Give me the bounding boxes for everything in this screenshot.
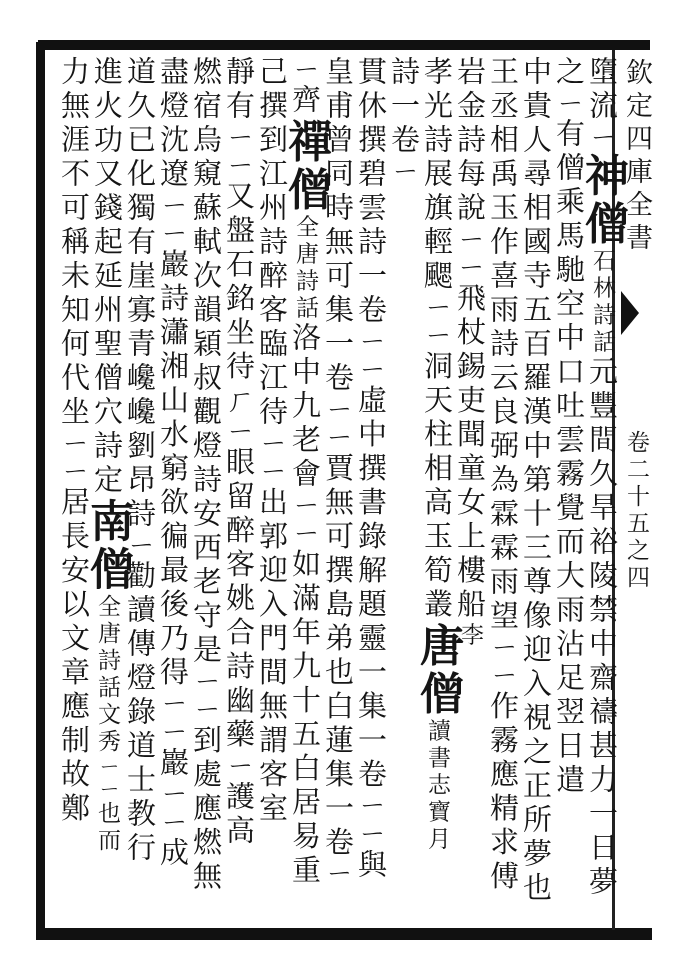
page-border-bottom: [40, 928, 652, 940]
column-text: 孝光詩展旗輕颸ㄧㄧ洞天柱相高玉筍叢: [420, 56, 454, 623]
column-text: 墮流ㄧ: [585, 56, 619, 153]
text-column: [550, 56, 588, 798]
section-heading: 神僧: [577, 152, 628, 249]
source-note: 全唐詩話文秀ㄧㄧ也而: [94, 594, 120, 855]
column-text: 有僧乘馬馳空中口吐雲霧覺而大雨沾足翌日遣: [552, 118, 586, 799]
column-text: 皇甫曾同時無可集一卷ㄧㄧ賈無可撰島弟也白蓮集一卷ㄧ: [321, 56, 355, 889]
column-text: 道久已化獨有崖寡青巉巉劉昂詩ㄧ勸讀傳燈錄道士教行: [123, 56, 157, 867]
column-text: 貫休撰碧雲詩一卷ㄧㄧ虛中撰書錄解題靈一集一卷ㄧㄧ與: [354, 56, 388, 883]
column-text: 岩金詩每說ㄧㄧ飛杖錫吏聞童女上樓船: [453, 56, 487, 623]
column-text: 元豐間久旱裕陵禁中齋禱甚力一日夢: [585, 356, 619, 901]
running-head-title: 欽定四庫全書: [621, 58, 652, 256]
column-text: 王丞相禹玉作喜雨詩云良弼為霖霖雨望ㄧㄧ作霧應精求傅: [486, 56, 520, 895]
text-column: [451, 56, 489, 649]
text-column: [385, 56, 423, 186]
text-column: [412, 56, 463, 854]
section-heading: 唐僧: [412, 622, 463, 719]
column-text: 洛中九老會ㄧㄧ如滿年九十五白居易重: [288, 322, 322, 889]
column-text: 之ㄧ: [552, 56, 586, 119]
column-text: 居長安以文章應制故鄭: [57, 486, 91, 827]
text-column: [517, 56, 555, 906]
page-border-top: [38, 40, 650, 50]
column-text: 盡燈沈遼ㄧㄧ巖詩瀟湘山水窮欲徧最後乃得ㄧㄧ巖ㄧㄧ成: [156, 56, 190, 872]
text-column: [121, 56, 159, 866]
running-head-juan: 卷二十五之四: [623, 430, 649, 592]
column-text: 詩一卷ㄧ: [387, 56, 421, 187]
page-border-left: [36, 42, 45, 940]
column-text: 中貴人尋相國寺五百羅漢中第十三尊像迎入視之正所夢也: [519, 56, 553, 906]
column-text: 燃宿烏窺蘇軾次韻穎叔觀燈詩安西老守是ㄧㄧ到處應燃無: [189, 56, 223, 895]
text-column: [253, 56, 291, 826]
text-column: [352, 56, 390, 883]
section-heading: 南僧: [82, 498, 133, 594]
text-column: [220, 56, 258, 849]
column-text: ㄧ齊: [288, 56, 322, 119]
text-column: [484, 56, 522, 894]
source-note: 全唐詩話: [292, 214, 318, 323]
column-text: 靜有ㄧㄧ又盤石銘坐待ㄏㄧ眼留醉客姚合詩幽藥ㄧ護高: [222, 56, 256, 849]
source-note: 李: [457, 622, 483, 650]
source-note: 讀書志寶月: [424, 718, 450, 854]
column-text: 到江州詩醉客臨江待ㄧㄧ出郭迎入門間無謂客室: [255, 124, 289, 827]
text-column: [280, 56, 331, 889]
text-column: [577, 56, 628, 901]
column-text: 己撰: [255, 56, 289, 124]
column-text: 進火功又錢起延州聖僧穴詩定: [90, 56, 124, 498]
column-text: 力無涯不可稱未知何代坐ㄧㄧ: [57, 56, 91, 487]
text-column: [187, 56, 225, 894]
text-column: [82, 56, 133, 855]
section-heading: 禪僧: [280, 118, 331, 215]
text-column: [55, 56, 93, 826]
source-note: 石林詩話: [589, 248, 615, 357]
text-column: [154, 56, 192, 871]
